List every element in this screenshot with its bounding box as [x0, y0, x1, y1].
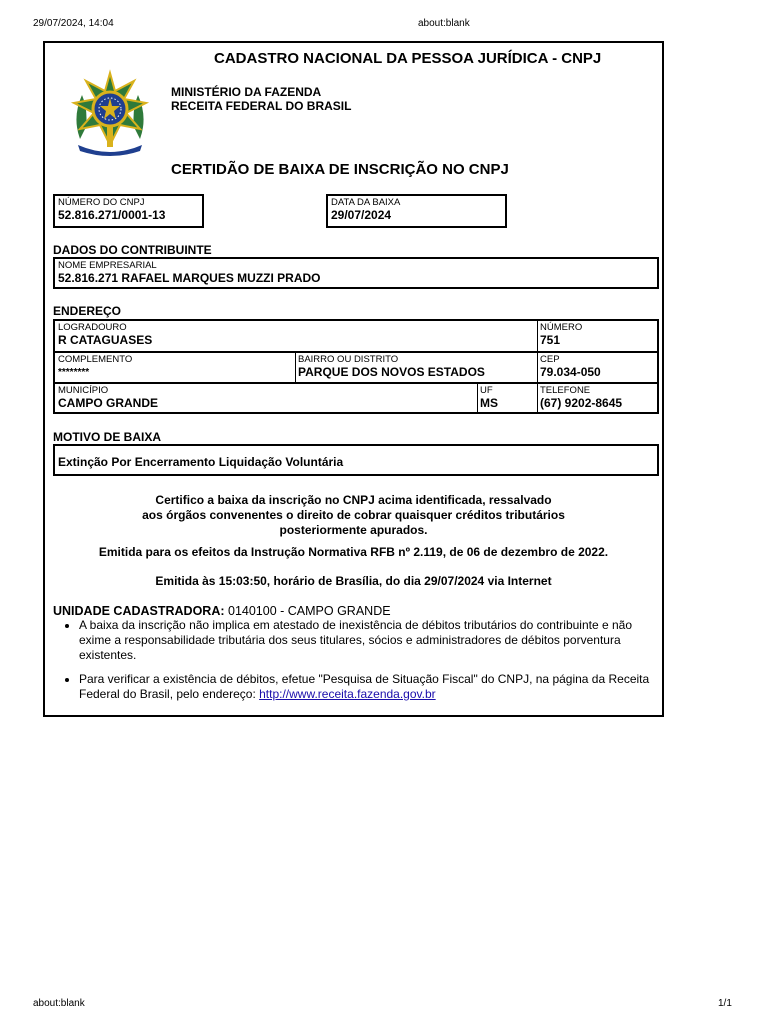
logradouro-label: LOGRADOURO [58, 322, 127, 333]
certify-line-3: posteriormente apurados. [279, 523, 428, 537]
municipio-label: MUNICÍPIO [58, 385, 109, 396]
receita-link[interactable]: http://www.receita.fazenda.gov.br [259, 687, 436, 701]
certify-line-1: Certifico a baixa da inscrição no CNPJ acima identificada, ressalvado [155, 493, 552, 507]
baixa-date-box [326, 194, 507, 228]
logradouro-value: R CATAGUASES [58, 333, 153, 347]
numero-label: NÚMERO [540, 322, 583, 333]
uf-value: MS [480, 396, 498, 410]
baixa-date-label: DATA DA BAIXA [331, 197, 401, 208]
note-1-text: A baixa da inscrição não implica em atestado de inexistência de débitos tributários do contribuinte e não exime a responsabilidade tributária dos seus titulares, sócios e administradores de débitos porventura existentes. [79, 618, 633, 662]
normativa-text: Emitida para os efeitos da Instrução Normativa RFB nº 2.119, de 06 de dezembro de 2022. [98, 545, 609, 559]
section-motivo: MOTIVO DE BAIXA [53, 430, 162, 444]
bairro-value: PARQUE DOS NOVOS ESTADOS [298, 365, 485, 379]
brazil-coat-of-arms-icon [66, 69, 154, 159]
print-page-title: about:blank [418, 18, 470, 29]
print-page-count: 1/1 [718, 998, 732, 1009]
cnpj-box [53, 194, 204, 228]
certify-text [45, 493, 662, 538]
nome-empresarial-value: 52.816.271 RAFAEL MARQUES MUZZI PRADO [58, 271, 321, 285]
unidade-cadastradora [53, 604, 391, 618]
cnpj-label: NÚMERO DO CNPJ [58, 197, 145, 208]
print-footer-url: about:blank [33, 998, 85, 1009]
endereco-row-1 [55, 321, 657, 351]
unidade-label: UNIDADE CADASTRADORA: [53, 604, 225, 618]
note-item [79, 618, 653, 663]
nome-empresarial-box [53, 257, 659, 289]
bairro-label: BAIRRO OU DISTRITO [298, 354, 399, 365]
certify-line-2: aos órgãos convenentes o direito de cobrar quaisquer créditos tributários [142, 508, 565, 522]
baixa-date-value: 29/07/2024 [331, 208, 392, 222]
unidade-value: 0140100 - CAMPO GRANDE [224, 604, 391, 618]
endereco-row-2 [55, 353, 657, 382]
cnpj-value: 52.816.271/0001-13 [58, 208, 166, 222]
ministry-name: MINISTÉRIO DA FAZENDA [171, 85, 322, 99]
endereco-table [53, 319, 659, 414]
complemento-value: ******** [58, 367, 90, 378]
certificate-title: CERTIDÃO DE BAIXA DE INSCRIÇÃO NO CNPJ [171, 161, 509, 178]
endereco-row-3 [55, 384, 657, 412]
cep-label: CEP [540, 354, 560, 365]
motivo-value: Extinção Por Encerramento Liquidação Voluntária [58, 455, 344, 469]
municipio-value: CAMPO GRANDE [58, 396, 159, 410]
note-2-text: Para verificar a existência de débitos, efetue "Pesquisa de Situação Fiscal" do CNPJ, na página da Receita Federal do Brasil, pelo endereço: [79, 672, 650, 701]
telefone-label: TELEFONE [540, 385, 591, 396]
agency-name: RECEITA FEDERAL DO BRASIL [171, 99, 352, 113]
uf-label: UF [480, 385, 493, 396]
cep-value: 79.034-050 [540, 365, 601, 379]
motivo-box [53, 444, 659, 476]
document-title: CADASTRO NACIONAL DA PESSOA JURÍDICA - CNPJ [214, 50, 602, 67]
telefone-value: (67) 9202-8645 [540, 396, 623, 410]
note-item [79, 672, 653, 702]
numero-value: 751 [540, 333, 561, 347]
section-endereco: ENDEREÇO [53, 304, 122, 318]
print-datetime: 29/07/2024, 14:04 [33, 18, 114, 29]
notes-list [59, 618, 653, 711]
certificate-document [43, 41, 664, 717]
emitted-text: Emitida às 15:03:50, horário de Brasília, do dia 29/07/2024 via Internet [155, 574, 552, 588]
nome-empresarial-label: NOME EMPRESARIAL [58, 260, 157, 271]
complemento-label: COMPLEMENTO [58, 354, 133, 365]
section-contribuinte: DADOS DO CONTRIBUINTE [53, 243, 212, 257]
